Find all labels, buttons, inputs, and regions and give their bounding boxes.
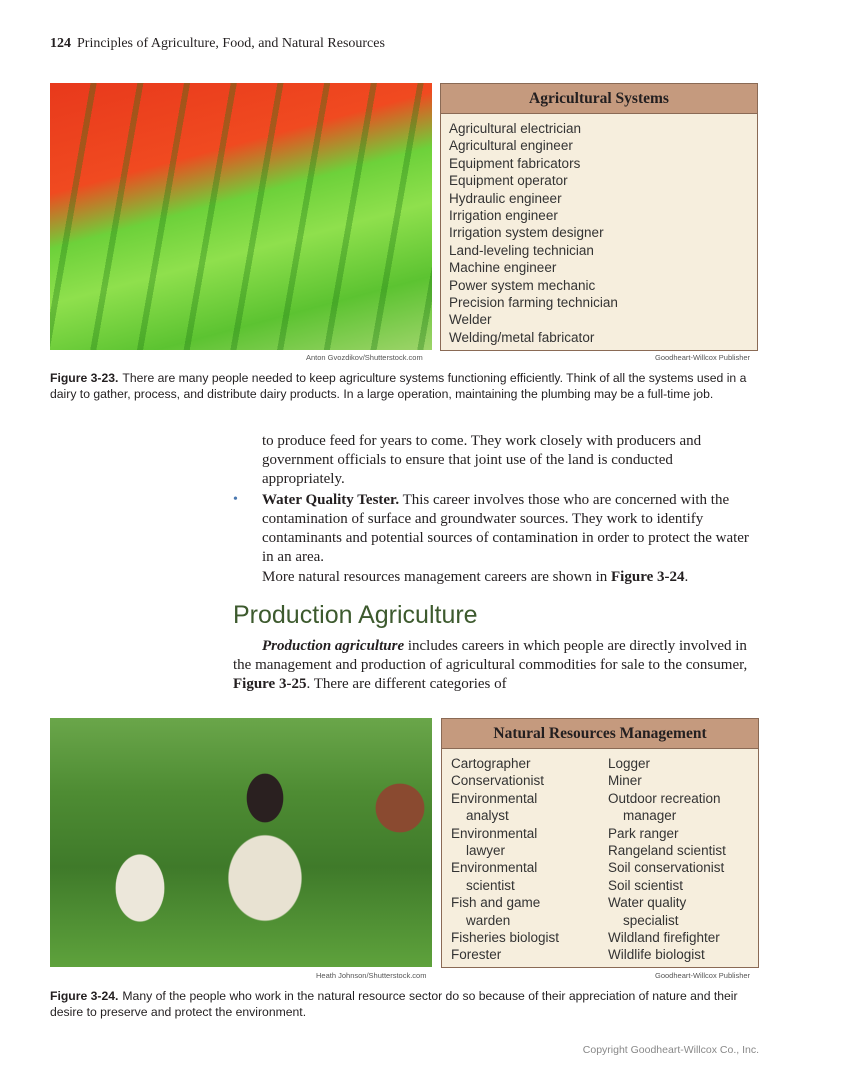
caption-label: Figure 3-23.	[50, 371, 119, 385]
list-item: Welding/metal fabricator	[449, 329, 595, 345]
list-item: Irrigation engineer	[449, 208, 558, 224]
natural-resources-box	[441, 718, 759, 968]
box-credit: Goodheart-Willcox Publisher	[655, 971, 751, 980]
career-list-col1	[451, 755, 608, 964]
list-item: Agricultural electrician	[449, 121, 582, 136]
list-item: Forester	[451, 947, 502, 963]
list-item: Water quality	[608, 895, 687, 911]
body-paragraph: More natural resources management careers are shown in Figure 3-24.	[262, 569, 689, 585]
term: Production agriculture	[262, 638, 405, 654]
page-number: 124	[50, 36, 71, 51]
list-item: Land-leveling technician	[449, 242, 594, 258]
list-item: Outdoor recreation	[608, 790, 721, 806]
copyright: Copyright Goodheart-Willcox Co., Inc.	[582, 1044, 759, 1056]
figure-caption	[50, 988, 760, 1020]
list-item: Conservationist	[451, 773, 545, 789]
list-item: Equipment operator	[449, 173, 568, 189]
list-item: Fish and game	[451, 895, 541, 911]
section-heading: Production Agriculture	[233, 601, 478, 629]
body-bullet	[262, 491, 757, 567]
list-item: Wildland firefighter	[608, 930, 720, 946]
list-item: lawyer	[451, 843, 506, 859]
list-item: Irrigation system designer	[449, 225, 604, 241]
caption-text: There are many people needed to keep agriculture systems functioning efficiently. Think of all the systems used in a dairy to gather, process, and distribute dairy products. In a large operation, maintaining the plumbing may be a full-time job.	[50, 371, 747, 401]
book-title: Principles of Agriculture, Food, and Natural Resources	[77, 36, 385, 51]
body-paragraph	[233, 637, 758, 694]
career-list	[441, 114, 757, 346]
list-item: Hydraulic engineer	[449, 190, 562, 206]
list-item: Cartographer	[451, 756, 531, 771]
list-item: manager	[608, 808, 677, 824]
list-item: Miner	[608, 773, 642, 789]
running-header	[50, 36, 385, 52]
list-item: Wildlife biologist	[608, 947, 705, 963]
caption-label: Figure 3-24.	[50, 989, 119, 1003]
list-item: Rangeland scientist	[608, 843, 726, 859]
agricultural-systems-box	[440, 83, 758, 351]
career-list-col2	[608, 755, 726, 964]
text: More natural resources management careers are shown in	[262, 569, 612, 585]
list-item: Soil conservationist	[608, 860, 725, 876]
bullet-icon: •	[233, 492, 238, 507]
list-item: analyst	[451, 808, 509, 824]
photo-credit: Heath Johnson/Shutterstock.com	[316, 971, 427, 980]
list-item: Environmental	[451, 825, 538, 841]
list-item: Environmental	[451, 860, 538, 876]
figure-caption	[50, 370, 760, 402]
text: includes careers in which people are directly involved in the management and production of agricultural commodities for sale to the consumer,	[233, 638, 748, 673]
list-item: Welder	[449, 312, 492, 328]
list-item: specialist	[608, 912, 679, 928]
list-item: Environmental	[451, 790, 538, 806]
list-item: Power system mechanic	[449, 277, 596, 293]
list-item: Park ranger	[608, 825, 679, 841]
bullet-term: Water Quality Tester.	[262, 492, 400, 508]
list-item: warden	[451, 912, 511, 928]
box-credit: Goodheart-Willcox Publisher	[655, 353, 751, 362]
caption-text: Many of the people who work in the natural resource sector do so because of their appreciation of nature and their desire to preserve and protect the environment.	[50, 989, 738, 1019]
box-title: Agricultural Systems	[441, 84, 757, 114]
list-item: Equipment fabricators	[449, 155, 581, 171]
figure-ref: Figure 3-25	[233, 676, 307, 692]
list-item: Precision farming technician	[449, 295, 618, 311]
text: . There are different categories of	[306, 676, 507, 692]
list-item: Soil scientist	[608, 877, 684, 893]
photo-credit: Anton Gvozdikov/Shutterstock.com	[306, 353, 423, 362]
bullet-text: This career involves those who are concerned with the contamination of surface and groundwater sources. They work to identify contaminants and potential sources of contamination in order to protect the water in an area.	[262, 492, 749, 565]
list-item: Fisheries biologist	[451, 930, 560, 946]
list-item: Logger	[608, 756, 651, 771]
box-title: Natural Resources Management	[442, 719, 758, 749]
list-item: scientist	[451, 877, 515, 893]
list-item: Machine engineer	[449, 260, 557, 276]
sheep-cattle-photo	[50, 718, 432, 967]
figure-ref: Figure 3-24	[611, 569, 685, 585]
harvester-photo	[50, 83, 432, 350]
list-item: Agricultural engineer	[449, 138, 573, 154]
body-paragraph: to produce feed for years to come. They work closely with producers and government officials to ensure that joint use of the land is conducted appropriately.	[262, 433, 702, 487]
